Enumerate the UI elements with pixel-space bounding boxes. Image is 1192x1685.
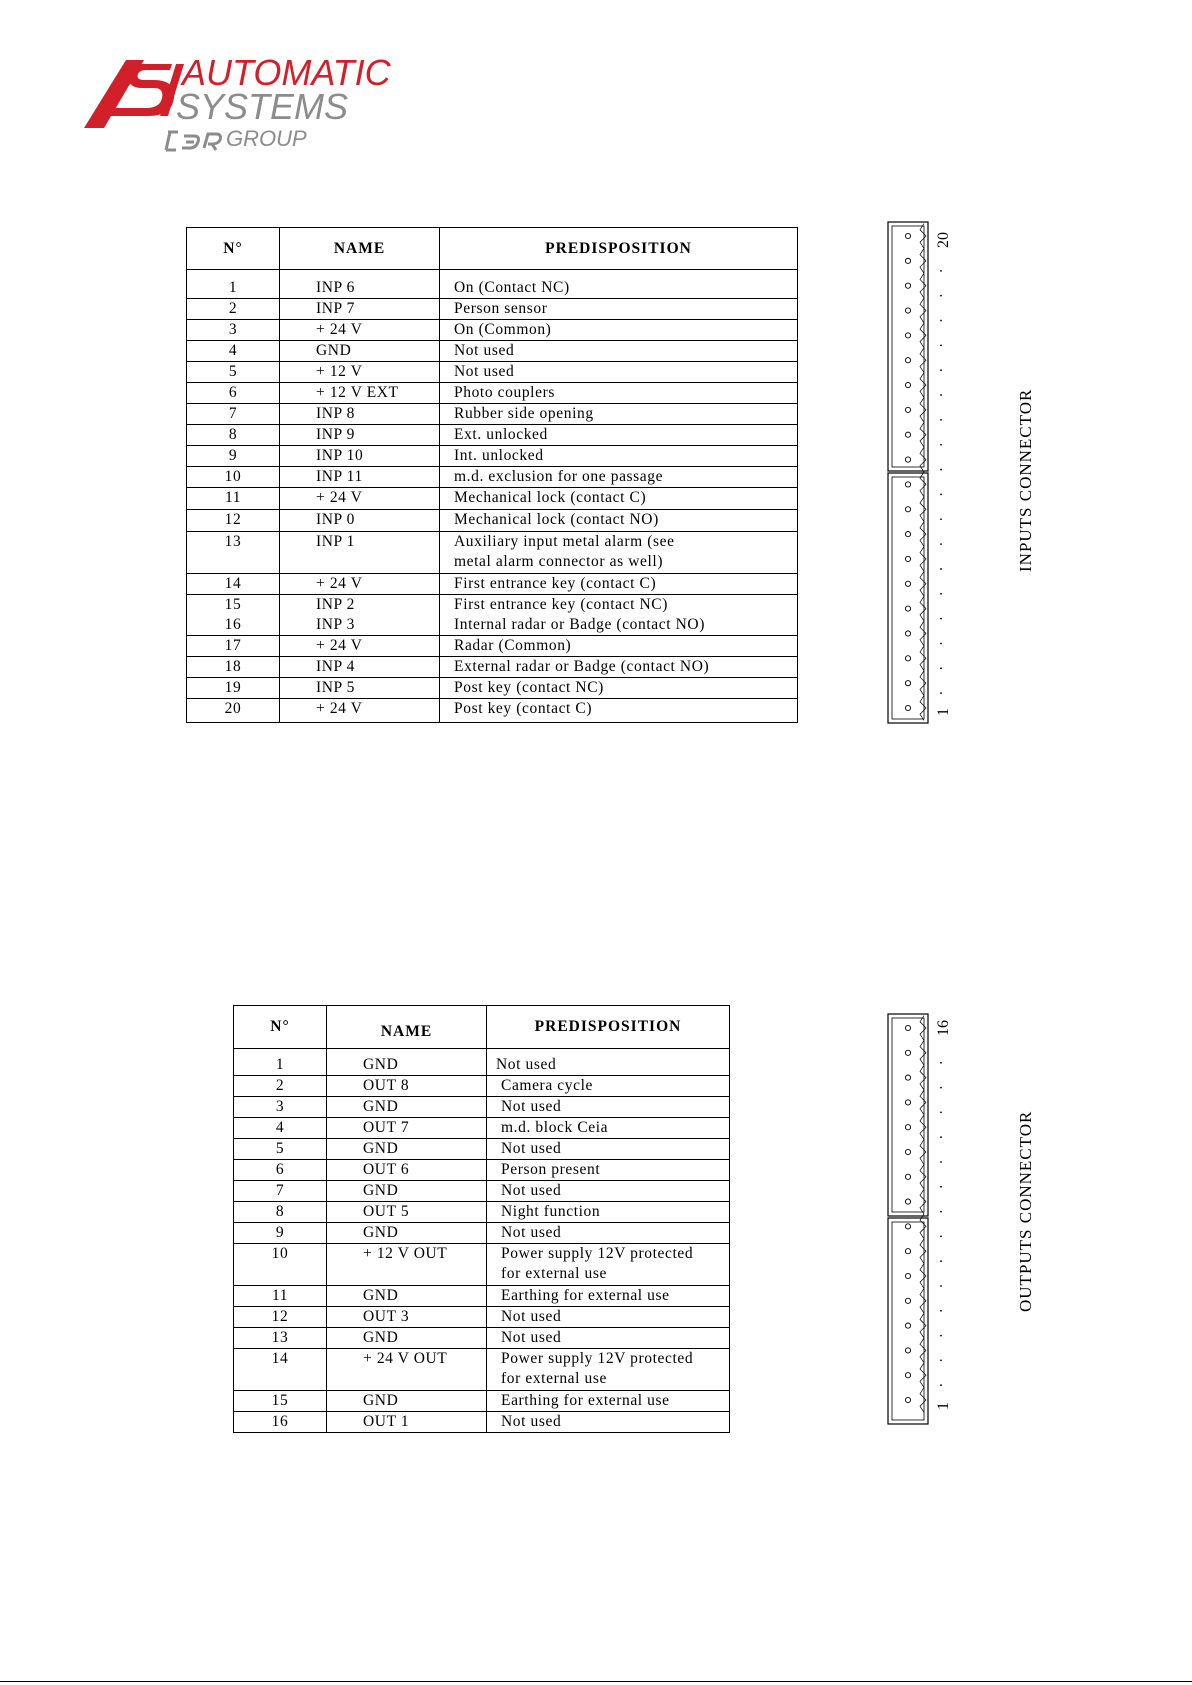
- pin-dot: [940, 344, 942, 346]
- terminal-separator: [920, 671, 926, 696]
- pin-dot: [940, 1260, 942, 1262]
- terminal-pin: [905, 1025, 910, 1030]
- pin-dot: [940, 643, 942, 645]
- pin-dot: [940, 1211, 942, 1213]
- terminal-pin: [905, 382, 910, 387]
- outputs-connector-label: OUTPUTS CONNECTOR: [1016, 1110, 1035, 1312]
- terminal-pin: [905, 233, 910, 238]
- col-header-num: N°: [234, 1006, 327, 1049]
- terminal-separator: [920, 1040, 926, 1065]
- terminal-separator: [920, 1288, 926, 1313]
- pin-dot: [940, 270, 942, 272]
- terminal-separator: [920, 696, 926, 721]
- pin-dot: [940, 1087, 942, 1089]
- terminal-pin: [905, 556, 910, 561]
- terminal-pin: [905, 1249, 910, 1254]
- table-row: 9 INP 10 Int. unlocked: [187, 446, 798, 467]
- terminal-separator: [920, 472, 926, 497]
- pin-dot: [940, 469, 942, 471]
- table-row: 3 + 24 V On (Common): [187, 320, 798, 341]
- terminal-separator: [920, 1016, 926, 1041]
- pin-dot: [940, 618, 942, 620]
- terminal-pin: [905, 681, 910, 686]
- terminal-separator: [920, 224, 926, 249]
- inputs-connector: [886, 220, 952, 725]
- inputs-pin-top-label: 20: [935, 232, 952, 248]
- terminal-pin: [905, 606, 910, 611]
- terminal-separator: [920, 1140, 926, 1165]
- inputs-connector-label: INPUTS CONNECTOR: [1016, 388, 1035, 572]
- terminal-pin: [905, 432, 910, 437]
- table-row: 12 OUT 3 Not used: [234, 1307, 730, 1328]
- pin-dot: [940, 369, 942, 371]
- col-header-name: NAME: [327, 1006, 487, 1049]
- terminal-pin: [905, 507, 910, 512]
- terminal-pin: [905, 1149, 910, 1154]
- table-row: 14 + 24 V First entrance key (contact C): [187, 574, 798, 595]
- terminal-separator: [920, 348, 926, 373]
- pin-dot: [940, 568, 942, 570]
- terminal-pin: [905, 1298, 910, 1303]
- outputs-pin-top-label: 16: [935, 1020, 952, 1036]
- col-header-predisposition: PREDISPOSITION: [487, 1006, 730, 1049]
- table-row: 6 + 12 V EXT Photo couplers: [187, 383, 798, 404]
- pin-dot: [940, 667, 942, 669]
- as-logo-mark-icon: [84, 60, 184, 130]
- pin-dot: [940, 320, 942, 322]
- pin-dot: [940, 394, 942, 396]
- terminal-separator: [920, 373, 926, 398]
- terminal-pin: [905, 581, 910, 586]
- pin-dot: [940, 1136, 942, 1138]
- pin-dot: [940, 1310, 942, 1312]
- terminal-separator: [920, 1338, 926, 1363]
- pin-dot: [940, 1285, 942, 1287]
- terminal-pin: [905, 333, 910, 338]
- terminal-separator: [920, 323, 926, 348]
- terminal-separator: [920, 497, 926, 522]
- terminal-pin: [905, 656, 910, 661]
- col-header-name: NAME: [280, 228, 440, 270]
- terminal-pin: [905, 705, 910, 710]
- pin-dot: [940, 1186, 942, 1188]
- terminal-separator: [920, 1264, 926, 1289]
- terminal-separator: [920, 397, 926, 422]
- table-row: 2 OUT 8 Camera cycle: [234, 1076, 730, 1097]
- pin-dot: [940, 518, 942, 520]
- terminal-separator: [920, 447, 926, 472]
- pin-dot: [940, 593, 942, 595]
- table-row: 8 OUT 5 Night function: [234, 1202, 730, 1223]
- table-row: 6 OUT 6 Person present: [234, 1160, 730, 1181]
- terminal-separator: [920, 1239, 926, 1264]
- terminal-pin: [905, 1075, 910, 1080]
- table-row: 4 GND Not used: [187, 341, 798, 362]
- terminal-separator: [920, 273, 926, 298]
- pin-dot: [940, 295, 942, 297]
- terminal-pin: [905, 1323, 910, 1328]
- table-row: 1 GND Not used: [234, 1049, 730, 1076]
- ier-logo-icon: [164, 130, 222, 152]
- table-row: 5 + 12 V Not used: [187, 362, 798, 383]
- table-row: 16 OUT 1 Not used: [234, 1412, 730, 1433]
- company-logo: [84, 52, 424, 152]
- terminal-separator: [920, 1363, 926, 1388]
- table-row: 5 GND Not used: [234, 1139, 730, 1160]
- table-row: 2 INP 7 Person sensor: [187, 299, 798, 320]
- table-row: 11 GND Earthing for external use: [234, 1286, 730, 1307]
- table-row: 3 GND Not used: [234, 1097, 730, 1118]
- pin-dot: [940, 1335, 942, 1337]
- terminal-separator: [920, 621, 926, 646]
- terminal-pin: [905, 1125, 910, 1130]
- table-row: 7 INP 8 Rubber side opening: [187, 404, 798, 425]
- terminal-pin: [905, 631, 910, 636]
- col-header-predisposition: PREDISPOSITION: [440, 228, 798, 270]
- terminal-separator: [920, 1090, 926, 1115]
- outputs-table: [233, 1005, 730, 1433]
- table-row: 9 GND Not used: [234, 1223, 730, 1244]
- pin-dot: [940, 494, 942, 496]
- outputs-pin-bottom-label: 1: [935, 1402, 952, 1410]
- table-row: 19 INP 5 Post key (contact NC): [187, 678, 798, 699]
- col-header-num: N°: [187, 228, 280, 270]
- terminal-separator: [920, 1164, 926, 1189]
- terminal-separator: [920, 1388, 926, 1413]
- terminal-separator: [920, 422, 926, 447]
- terminal-pin: [905, 407, 910, 412]
- terminal-pin: [905, 308, 910, 313]
- terminal-pin: [905, 1397, 910, 1402]
- pin-dot: [940, 543, 942, 545]
- table-row: 17 + 24 V Radar (Common): [187, 636, 798, 657]
- pin-dot: [940, 1112, 942, 1114]
- terminal-pin: [905, 532, 910, 537]
- terminal-pin: [905, 283, 910, 288]
- terminal-pin: [905, 1373, 910, 1378]
- terminal-pin: [905, 1273, 910, 1278]
- pin-dot: [940, 444, 942, 446]
- pin-dot: [940, 692, 942, 694]
- table-row: 7 GND Not used: [234, 1181, 730, 1202]
- logo-line-automatic: AUTOMATIC: [182, 52, 391, 93]
- table-row: 13 INP 1 Auxiliary input metal alarm (see metal alarm connector as well): [187, 532, 798, 574]
- terminal-separator: [920, 646, 926, 671]
- logo-line-systems: SYSTEMS: [176, 86, 349, 127]
- table-row: 10 + 12 V OUT Power supply 12V protected for external use: [234, 1244, 730, 1286]
- terminal-pin: [905, 482, 910, 487]
- table-row: 12 INP 0 Mechanical lock (contact NO): [187, 510, 798, 532]
- inputs-table: [186, 227, 798, 723]
- terminal-separator: [920, 1065, 926, 1090]
- page-bottom-rule: [0, 1681, 1192, 1682]
- terminal-separator: [920, 1189, 926, 1214]
- terminal-separator: [920, 522, 926, 547]
- terminal-pin: [905, 1224, 910, 1229]
- table-row: 1 INP 6 On (Contact NC): [187, 270, 798, 299]
- terminal-separator: [920, 596, 926, 621]
- outputs-connector: [886, 1012, 952, 1457]
- terminal-pin: [905, 1199, 910, 1204]
- terminal-separator: [920, 571, 926, 596]
- terminal-pin: [905, 358, 910, 363]
- outputs-connector-diagram: [886, 1012, 946, 1457]
- inputs-pin-bottom-label: 1: [935, 708, 952, 716]
- table-row: 8 INP 9 Ext. unlocked: [187, 425, 798, 446]
- table-row: 13 GND Not used: [234, 1328, 730, 1349]
- terminal-separator: [920, 1115, 926, 1140]
- terminal-pin: [905, 1348, 910, 1353]
- table-row: 18 INP 4 External radar or Badge (contact NO): [187, 657, 798, 678]
- pin-dot: [940, 419, 942, 421]
- table-row: 14 + 24 V OUT Power supply 12V protected for external use: [234, 1349, 730, 1391]
- terminal-separator: [920, 1313, 926, 1338]
- terminal-pin: [905, 457, 910, 462]
- terminal-pin: [905, 1174, 910, 1179]
- inputs-connector-diagram: [886, 220, 946, 725]
- pin-dot: [940, 1360, 942, 1362]
- table-row: 4 OUT 7 m.d. block Ceia: [234, 1118, 730, 1139]
- terminal-pin: [905, 1100, 910, 1105]
- pin-dot: [940, 1161, 942, 1163]
- terminal-separator: [920, 298, 926, 323]
- terminal-pin: [905, 258, 910, 263]
- pin-dot: [940, 1236, 942, 1238]
- pin-dot: [940, 1384, 942, 1386]
- pin-dot: [940, 1062, 942, 1064]
- table-row: 15 GND Earthing for external use: [234, 1391, 730, 1412]
- table-row: 11 + 24 V Mechanical lock (contact C): [187, 488, 798, 510]
- terminal-separator: [920, 547, 926, 572]
- logo-line-group: GROUP: [226, 126, 307, 151]
- terminal-separator: [920, 248, 926, 273]
- table-row: 10 INP 11 m.d. exclusion for one passage: [187, 467, 798, 488]
- table-row: 20 + 24 V Post key (contact C): [187, 699, 798, 723]
- terminal-pin: [905, 1050, 910, 1055]
- table-row: 15 16 INP 2 INP 3 First entrance key (contact NC) Internal radar or Badge (contact NO): [187, 595, 798, 636]
